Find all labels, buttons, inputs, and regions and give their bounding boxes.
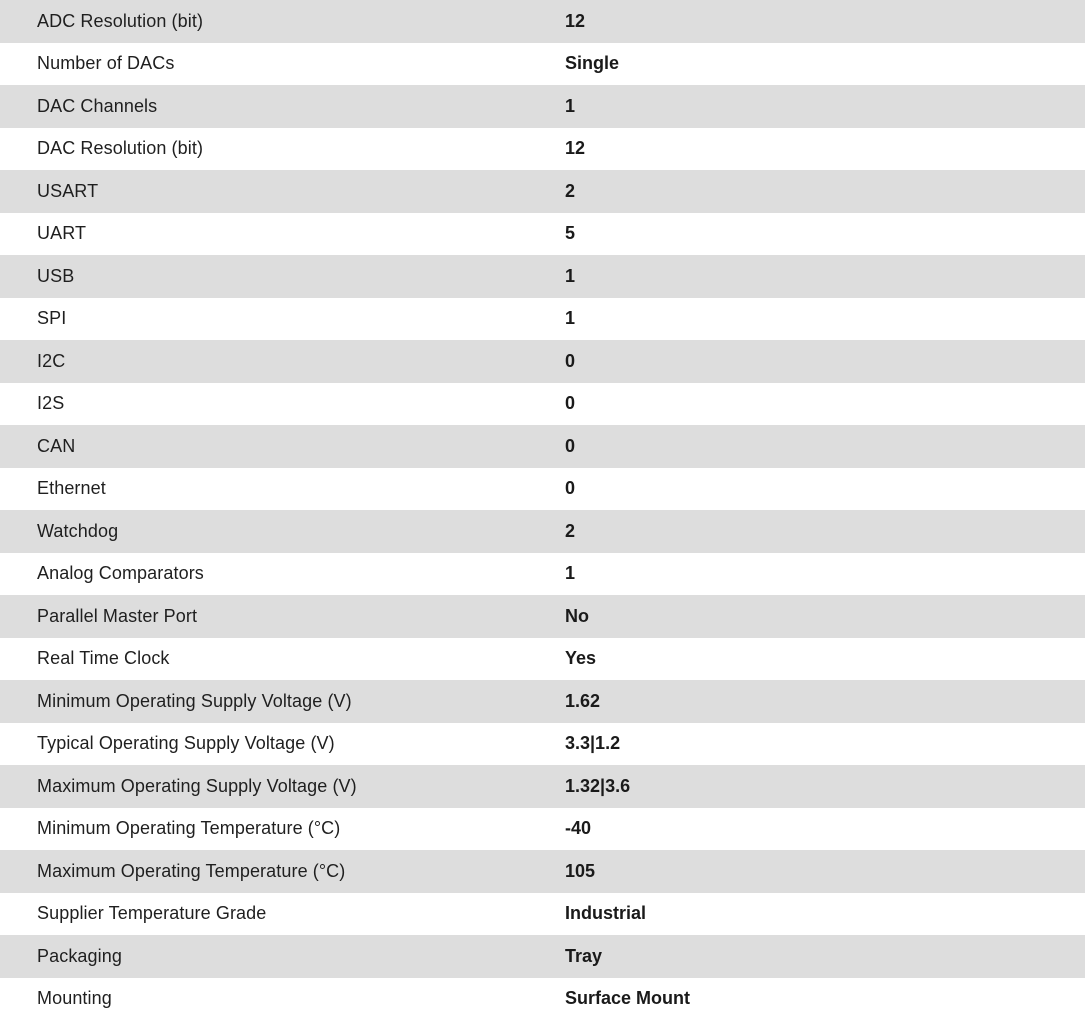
table-row: [0, 0, 1085, 43]
spec-value: Surface Mount: [565, 978, 1085, 1020]
spec-label: I2S: [0, 383, 565, 426]
spec-label: Supplier Temperature Grade: [0, 893, 565, 936]
spec-label: Maximum Operating Supply Voltage (V): [0, 765, 565, 808]
table-row: [0, 468, 1085, 511]
table-row: [0, 935, 1085, 978]
table-row: [0, 638, 1085, 681]
spec-label: USART: [0, 170, 565, 213]
table-row: [0, 553, 1085, 596]
table-row: [0, 893, 1085, 936]
spec-label: SPI: [0, 298, 565, 341]
spec-label: ADC Resolution (bit): [0, 0, 565, 43]
spec-value: Tray: [565, 935, 1085, 978]
spec-value: 2: [565, 170, 1085, 213]
spec-label: Analog Comparators: [0, 553, 565, 596]
spec-label: I2C: [0, 340, 565, 383]
spec-label: Real Time Clock: [0, 638, 565, 681]
table-row: [0, 680, 1085, 723]
spec-value: 1: [565, 85, 1085, 128]
table-row: [0, 128, 1085, 171]
spec-label: DAC Channels: [0, 85, 565, 128]
table-row: [0, 340, 1085, 383]
table-row: [0, 425, 1085, 468]
spec-label: Number of DACs: [0, 43, 565, 86]
table-row: [0, 255, 1085, 298]
spec-value: No: [565, 595, 1085, 638]
spec-value: 0: [565, 383, 1085, 426]
table-row: [0, 595, 1085, 638]
table-row: [0, 43, 1085, 86]
spec-label: DAC Resolution (bit): [0, 128, 565, 171]
spec-value: 12: [565, 128, 1085, 171]
spec-value: 1: [565, 553, 1085, 596]
spec-label: Typical Operating Supply Voltage (V): [0, 723, 565, 766]
spec-value: 0: [565, 340, 1085, 383]
spec-value: 1: [565, 255, 1085, 298]
spec-label: Minimum Operating Temperature (°C): [0, 808, 565, 851]
table-row: [0, 298, 1085, 341]
spec-value: 105: [565, 850, 1085, 893]
table-row: [0, 510, 1085, 553]
table-row: [0, 850, 1085, 893]
table-row: [0, 978, 1085, 1020]
spec-value: 1: [565, 298, 1085, 341]
table-row: [0, 723, 1085, 766]
spec-value: 1.32|3.6: [565, 765, 1085, 808]
spec-value: 0: [565, 468, 1085, 511]
spec-label: USB: [0, 255, 565, 298]
spec-value: Single: [565, 43, 1085, 86]
spec-value: -40: [565, 808, 1085, 851]
spec-value: 3.3|1.2: [565, 723, 1085, 766]
spec-label: CAN: [0, 425, 565, 468]
spec-label: Minimum Operating Supply Voltage (V): [0, 680, 565, 723]
spec-label: Watchdog: [0, 510, 565, 553]
table-row: [0, 765, 1085, 808]
spec-value: 1.62: [565, 680, 1085, 723]
spec-value: 2: [565, 510, 1085, 553]
spec-label: Ethernet: [0, 468, 565, 511]
spec-label: Maximum Operating Temperature (°C): [0, 850, 565, 893]
table-row: [0, 808, 1085, 851]
spec-label: Packaging: [0, 935, 565, 978]
table-row: [0, 85, 1085, 128]
spec-label: UART: [0, 213, 565, 256]
spec-label: Mounting: [0, 978, 565, 1020]
table-row: [0, 213, 1085, 256]
table-row: [0, 383, 1085, 426]
spec-value: 12: [565, 0, 1085, 43]
spec-value: Yes: [565, 638, 1085, 681]
spec-value: Industrial: [565, 893, 1085, 936]
spec-label: Parallel Master Port: [0, 595, 565, 638]
spec-value: 5: [565, 213, 1085, 256]
table-row: [0, 170, 1085, 213]
spec-value: 0: [565, 425, 1085, 468]
